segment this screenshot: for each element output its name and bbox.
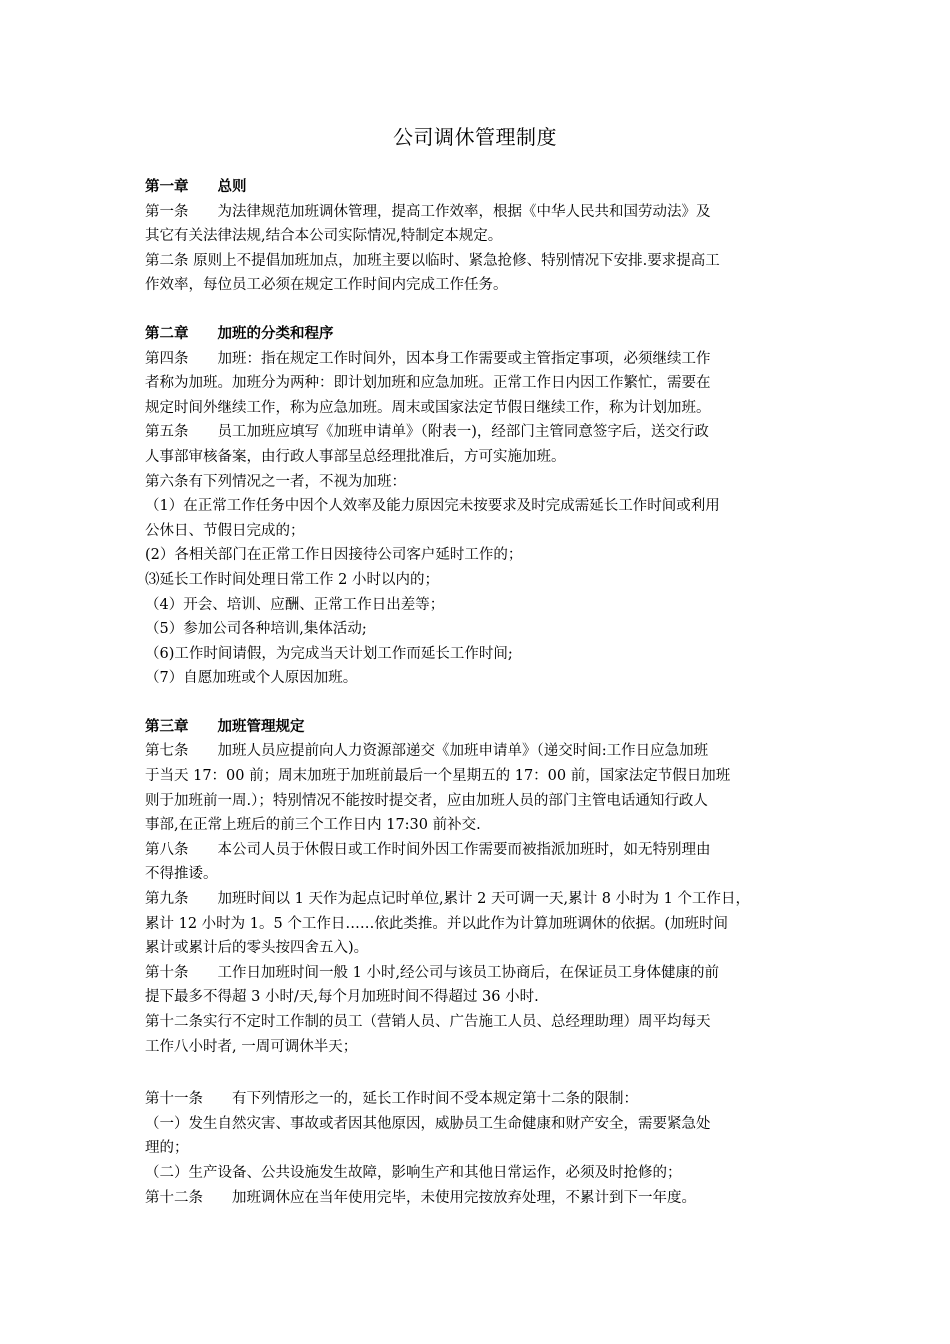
list-item: （1）在正常工作任务中因个人效率及能力原因完未按要求及时完成需延长工作时间或利用: [145, 498, 720, 515]
paragraph-line: 事部,在正常上班后的前三个工作日内 17:30 前补交.: [145, 817, 481, 834]
paragraph-line: 第十条 工作日加班时间一般 1 小时,经公司与该员工协商后，在保证员工身体健康的前: [145, 964, 720, 981]
chapter-heading: 第二章 加班的分类和程序: [145, 324, 334, 342]
document-title: 公司调休管理制度: [393, 125, 557, 149]
paragraph-line: 其它有关法律法规,结合本公司实际情况,特制定本规定。: [145, 228, 503, 245]
paragraph-line: 第五条 员工加班应填写《加班申请单》（附表一)，经部门主管同意签字后，送交行政: [145, 424, 709, 441]
list-item: （4）开会、培训、应酬、正常工作日出差等；: [145, 596, 445, 613]
paragraph-line: 第七条 加班人员应提前向人力资源部递交《加班申请单》（递交时间:工作日应急加班: [145, 743, 709, 760]
paragraph-line: 第十二条 加班调休应在当年使用完毕，未使用完按放弃处理，不累计到下一年度。: [145, 1189, 696, 1206]
paragraph-line: 累计或累计后的零头按四舍五入)。: [145, 940, 369, 957]
paragraph-line: 提下最多不得超 3 小时/天,每个月加班时间不得超过 36 小时.: [145, 989, 539, 1006]
paragraph-line: 者称为加班。加班分为两种：即计划加班和应急加班。正常工作日内因工作繁忙，需要在: [145, 375, 711, 392]
paragraph-line: 则于加班前一周.）；特别情况不能按时提交者，应由加班人员的部门主管电话通知行政人: [145, 792, 708, 809]
list-item: （6)工作时间请假，为完成当天计划工作而延长工作时间;: [145, 645, 513, 662]
chapter-heading: 第一章 总则: [145, 178, 247, 195]
paragraph-line: 第六条有下列情况之一者，不视为加班：: [145, 473, 406, 490]
section-spacer: [145, 691, 815, 715]
paragraph-line: 规定时间外继续工作，称为应急加班。周末或国家法定节假日继续工作，称为计划加班。: [145, 399, 711, 416]
list-item: （7）自愿加班或个人原因加班。: [145, 670, 358, 687]
paragraph-line: 累计 12 小时为 1。5 个工作日……依此类推。并以此作为计算加班调休的依据。(加班时间: [145, 915, 728, 932]
paragraph-line: 于当天 17：00 前；周末加班于加班前最后一个星期五的 17：00 前，国家法定节假日加班: [145, 768, 731, 785]
list-item: （5）参加公司各种培训,集体活动;: [145, 621, 367, 638]
paragraph-line: 第二条 原则上不提倡加班加点，加班主要以临时、紧急抢修、特别情况下安排.要求提高工: [145, 252, 720, 269]
paragraph-line: 作效率，每位员工必须在规定工作时间内完成工作任务。: [145, 277, 508, 294]
paragraph-line: 工作八小时者, 一周可调休半天；: [145, 1038, 358, 1055]
paragraph-line: 第一条 为法律规范加班调休管理，提高工作效率，根据《中华人民共和国劳动法》及: [145, 203, 711, 220]
document-body: [145, 175, 815, 1210]
paragraph-line: 第十一条 有下列情形之一的，延长工作时间不受本规定第十二条的限制：: [145, 1091, 638, 1108]
list-item: （二）生产设备、公共设施发生故障，影响生产和其他日常运作，必须及时抢修的；: [145, 1164, 682, 1181]
paragraph-line: 第九条 加班时间以 1 天作为起点记时单位,累计 2 天可调一天,累计 8 小时为 1 个工作日，: [145, 891, 750, 908]
section-spacer: [145, 1059, 815, 1087]
paragraph-line: 人事部审核备案，由行政人事部呈总经理批准后，方可实施加班。: [145, 448, 566, 465]
paragraph-line: 第四条 加班：指在规定工作时间外，因本身工作需要或主管指定事项，必须继续工作: [145, 350, 711, 367]
list-item: （一）发生自然灾害、事故或者因其他原因，威胁员工生命健康和财产安全，需要紧急处: [145, 1115, 711, 1132]
list-item: 公休日、节假日完成的；: [145, 522, 305, 539]
paragraph-line: 第十二条实行不定时工作制的员工（营销人员、广告施工人员、总经理助理）周平均每天: [145, 1014, 711, 1030]
chapter-heading: 第三章 加班管理规定: [145, 717, 305, 735]
list-item: 理的；: [145, 1140, 189, 1157]
list-item: ⑶延长工作时间处理日常工作 2 小时以内的；: [145, 571, 439, 588]
list-item: (2）各相关部门在正常工作日因接待公司客户延时工作的；: [145, 547, 523, 564]
section-spacer: [145, 298, 815, 322]
paragraph-line: 第八条 本公司人员于休假日或工作时间外因工作需要而被指派加班时，如无特别理由: [145, 841, 711, 858]
paragraph-line: 不得推诿。: [145, 866, 218, 883]
